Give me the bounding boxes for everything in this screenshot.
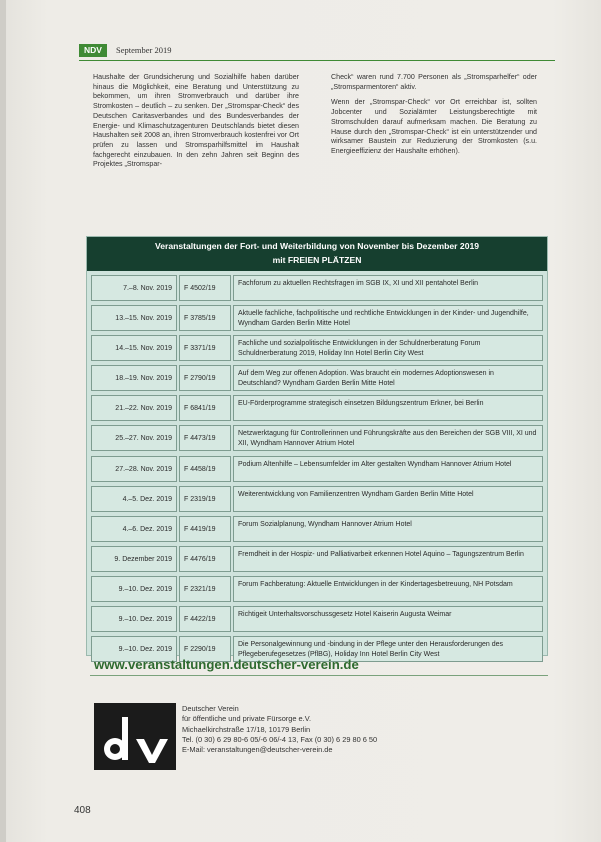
event-code: F 4502/19 [179, 275, 231, 301]
event-date: 9. Dezember 2019 [91, 546, 177, 572]
event-description: EU-Förderprogramme strategisch einsetzen Bildungszentrum Erkner, bei Berlin [233, 395, 543, 421]
event-row [91, 335, 543, 363]
event-row [91, 456, 543, 484]
intro-left-paragraph: Haushalte der Grundsicherung und Sozialhilfe haben darüber hinaus die Möglichkeit, eine Beratung und Unterstützung zu bekommen, um ihren Stromverbrauch und darüber ihre Stromkosten – deutlich – zu senken. Der „Stromspar-Check“ des Deutschen Caritasverbandes und des Bundesverbandes der Energie- und Klimaschutzagenturen Deutschlands bietet diesen Haushalten seit 2008 an, ihren Stromverbrauch kostenfrei vor Ort prüfen zu lassen und Stromsparhilfsmittel im Haushalt fachgerecht einzubauen. In den zehn Jahren seit Beginn des Projektes „Stromspar- [93, 73, 299, 169]
event-date: 9.–10. Dez. 2019 [91, 636, 177, 662]
header-date: September 2019 [116, 45, 172, 55]
event-code: F 4473/19 [179, 425, 231, 451]
dv-logo [94, 703, 176, 770]
contact-line-email[interactable]: E-Mail: veranstaltungen@deutscher-verein.de [182, 745, 333, 755]
event-description: Netzwerktagung für Controllerinnen und Führungskräfte aus den Bereichen der SGB VIII, XI und XII, Wyndham Hannover Atrium Hotel [233, 425, 543, 451]
page-number: 408 [74, 805, 91, 816]
events-url-link[interactable]: www.veranstaltungen.deutscher-verein.de [94, 657, 359, 672]
url-underline-rule [90, 675, 548, 676]
events-box [86, 236, 548, 656]
event-row [91, 486, 543, 514]
event-date: 4.–5. Dez. 2019 [91, 486, 177, 512]
events-title-line1: Veranstaltungen der Fort- und Weiterbildung von November bis Dezember 2019 [154, 241, 480, 251]
event-row [91, 395, 543, 423]
event-description: Aktuelle fachliche, fachpolitische und rechtliche Entwicklungen in der Kinder- und Jugendhilfe, Wyndham Garden Berlin Mitte Hotel [233, 305, 543, 331]
event-date: 9.–10. Dez. 2019 [91, 576, 177, 602]
event-row [91, 275, 543, 303]
header-tag: NDV [79, 44, 107, 57]
dv-logo-mark [94, 703, 176, 770]
intro-left-column [93, 73, 299, 176]
intro-right-paragraph-1: Check“ waren rund 7.700 Personen als „Stromsparhelfer“ oder „Stromsparmentoren“ aktiv. [331, 73, 537, 91]
contact-line-subtitle: für öffentliche und private Fürsorge e.V. [182, 714, 312, 724]
contact-address [182, 704, 552, 755]
event-date: 13.–15. Nov. 2019 [91, 305, 177, 331]
intro-right-column [331, 73, 537, 163]
event-row [91, 546, 543, 574]
event-description: Podium Altenhilfe – Lebensumfelder im Alter gestalten Wyndham Hannover Atrium Hotel [233, 456, 543, 482]
event-description: Fremdheit in der Hospiz- und Palliativarbeit erkennen Hotel Aquino – Tagungszentrum Berlin [233, 546, 543, 572]
event-code: F 6841/19 [179, 395, 231, 421]
event-date: 27.–28. Nov. 2019 [91, 456, 177, 482]
event-row [91, 606, 543, 634]
event-code: F 2290/19 [179, 636, 231, 662]
contact-line-phone: Tel. (0 30) 6 29 80-6 05/-6 06/-4 13, Fax (0 30) 6 29 80 6 50 [182, 734, 378, 744]
event-code: F 4476/19 [179, 546, 231, 572]
page-binding-shadow [0, 0, 6, 842]
intro-right-paragraph-2: Wenn der „Stromspar-Check“ vor Ort erreichbar ist, sollten Jobcenter und Sozialämter Leistungsberechtigte mit Stromschulden darauf aufmerksam machen. Die Beratung zu Hause durch den „Stromspar-Check“ ist ein unterstützender und wirksamer Baustein zur Reduzierung der Stromkosten (s.u. Energieeffizienz der Haushalte erhöhen). [331, 98, 537, 155]
events-title-line2: mit FREIEN PLÄTZEN [272, 255, 362, 265]
events-list [91, 275, 543, 666]
event-row [91, 305, 543, 333]
event-date: 7.–8. Nov. 2019 [91, 275, 177, 301]
event-code: F 4422/19 [179, 606, 231, 632]
event-date: 18.–19. Nov. 2019 [91, 365, 177, 391]
event-code: F 3371/19 [179, 335, 231, 361]
event-code: F 2319/19 [179, 486, 231, 512]
event-row [91, 365, 543, 393]
event-code: F 4419/19 [179, 516, 231, 542]
event-description: Richtigeit Unterhaltsvorschussgesetz Hotel Kaiserin Augusta Weimar [233, 606, 543, 632]
events-box-header [87, 237, 547, 271]
event-date: 21.–22. Nov. 2019 [91, 395, 177, 421]
header-rule [79, 60, 555, 61]
event-code: F 3785/19 [179, 305, 231, 331]
event-description: Fachforum zu aktuellen Rechtsfragen im SGB IX, XI und XII pentahotel Berlin [233, 275, 543, 301]
page-header [79, 44, 555, 58]
event-description: Die Personalgewinnung und -bindung in der Pflege unter den Herausforderungen des Pflegeberufegesetzes (PflBG), Holiday Inn Hotel Berlin City West [233, 636, 543, 662]
event-description: Forum Sozialplanung, Wyndham Hannover Atrium Hotel [233, 516, 543, 542]
contact-line-street: Michaelkirchstraße 17/18, 10179 Berlin [182, 724, 311, 734]
event-row [91, 425, 543, 453]
event-code: F 4458/19 [179, 456, 231, 482]
event-description: Fachliche und sozialpolitische Entwicklungen in der Schuldnerberatung Forum Schuldnerberatung 2019, Holiday Inn Hotel Berlin City West [233, 335, 543, 361]
event-code: F 2321/19 [179, 576, 231, 602]
event-date: 9.–10. Dez. 2019 [91, 606, 177, 632]
event-row [91, 576, 543, 604]
event-row [91, 516, 543, 544]
event-date: 14.–15. Nov. 2019 [91, 335, 177, 361]
contact-line-org: Deutscher Verein [182, 704, 239, 713]
event-description: Auf dem Weg zur offenen Adoption. Was braucht ein modernes Adoptionswesen in Deutschland? Wyndham Garden Berlin Mitte Hotel [233, 365, 543, 391]
event-description: Forum Fachberatung: Aktuelle Entwicklungen in der Kindertagesbetreuung, NH Potsdam [233, 576, 543, 602]
intro-text [93, 73, 537, 203]
event-date: 25.–27. Nov. 2019 [91, 425, 177, 451]
event-date: 4.–6. Dez. 2019 [91, 516, 177, 542]
event-description: Weiterentwicklung von Familienzentren Wyndham Garden Berlin Mitte Hotel [233, 486, 543, 512]
event-code: F 2790/19 [179, 365, 231, 391]
